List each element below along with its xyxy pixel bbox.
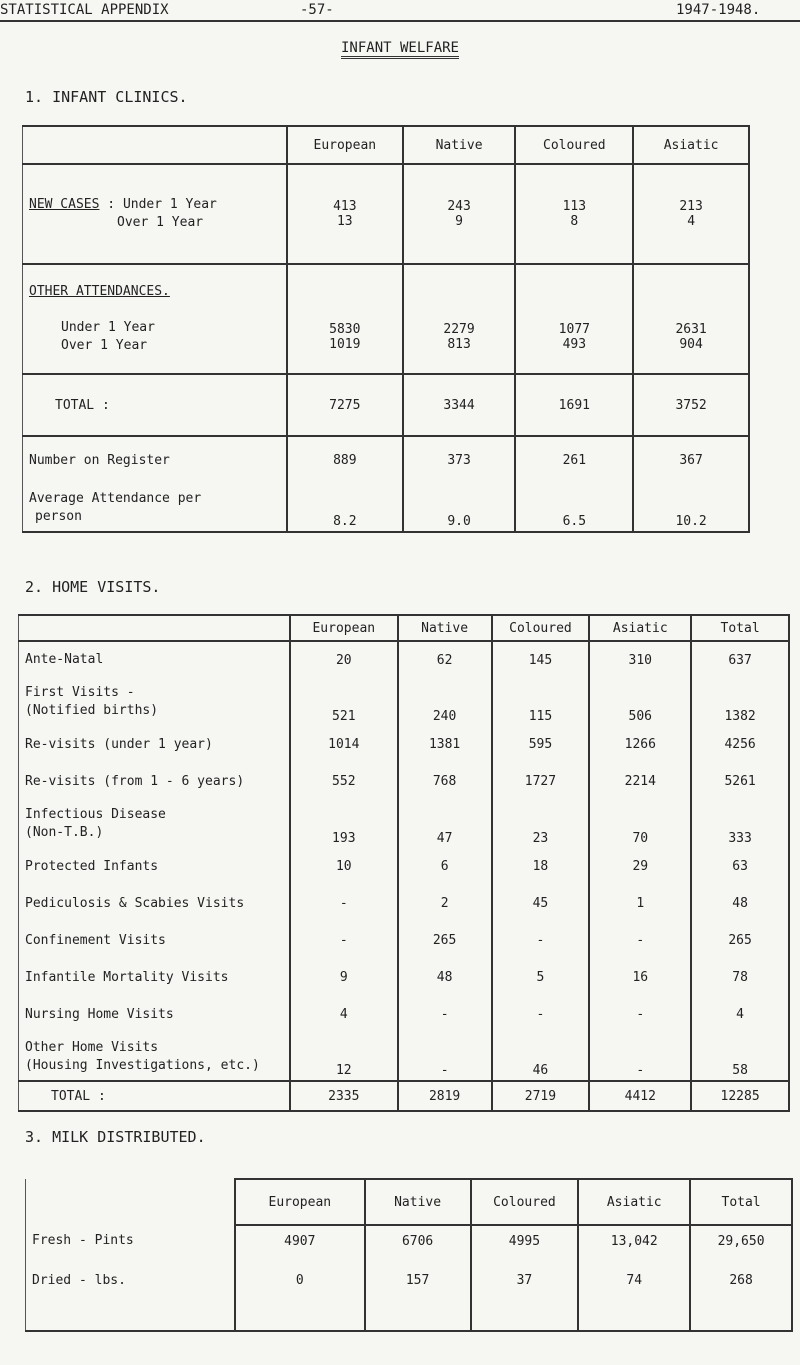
table-cell: 373 xyxy=(403,436,516,484)
table-cell: 1 xyxy=(589,885,691,922)
table-cell: - xyxy=(398,996,492,1033)
table-cell: 1266 xyxy=(589,726,691,763)
table-cell: 62 xyxy=(398,641,492,678)
table-cell: 268 xyxy=(690,1265,792,1331)
table-cell: 6.5 xyxy=(515,484,633,532)
corner-cell xyxy=(26,1179,235,1225)
table-cell: 6706 xyxy=(365,1225,471,1265)
table-cell: - xyxy=(589,1033,691,1081)
table-cell: 1727 xyxy=(492,763,590,800)
table-row xyxy=(26,1225,793,1265)
table-cell: 157 xyxy=(365,1265,471,1331)
table-cell: 506 xyxy=(589,678,691,726)
row-label: Protected Infants xyxy=(19,848,290,885)
table-cell: 2214 xyxy=(589,763,691,800)
table-cell: 413 13 xyxy=(287,164,403,264)
row-label: Fresh - Pints xyxy=(26,1225,235,1265)
table-cell: 265 xyxy=(691,922,789,959)
col-header: Native xyxy=(403,126,516,164)
table-cell: - xyxy=(492,922,590,959)
row-label: Other Home Visits (Housing Investigations, etc.) xyxy=(19,1033,290,1081)
table-cell: 595 xyxy=(492,726,590,763)
table-cell: 5261 xyxy=(691,763,789,800)
col-header: Coloured xyxy=(492,615,590,641)
header-year: 1947-1948. xyxy=(676,2,761,18)
table-cell: - xyxy=(589,996,691,1033)
table-cell: 5830 1019 xyxy=(287,264,403,374)
table-cell: 9 xyxy=(290,959,398,996)
header-left: STATISTICAL APPENDIX xyxy=(0,2,169,18)
table-cell: 9.0 xyxy=(403,484,516,532)
table-cell: 113 8 xyxy=(515,164,633,264)
infant-clinics-table xyxy=(22,125,750,533)
row-label: OTHER ATTENDANCES. Under 1 Year Over 1 Year xyxy=(23,264,287,374)
table-row xyxy=(19,922,790,959)
table-cell: 13,042 xyxy=(578,1225,690,1265)
table-cell: - xyxy=(589,922,691,959)
table-cell: 552 xyxy=(290,763,398,800)
table-cell: 10 xyxy=(290,848,398,885)
table-cell: 8.2 xyxy=(287,484,403,532)
col-header: Native xyxy=(365,1179,471,1225)
table-cell: 3752 xyxy=(633,374,749,436)
row-label: Re-visits (under 1 year) xyxy=(19,726,290,763)
table-cell: 1381 xyxy=(398,726,492,763)
table-row xyxy=(19,641,790,678)
table-cell: 37 xyxy=(471,1265,579,1331)
table-cell: 213 4 xyxy=(633,164,749,264)
table-cell: 12285 xyxy=(691,1081,789,1111)
total-label: TOTAL : xyxy=(23,374,287,436)
row-label: Infantile Mortality Visits xyxy=(19,959,290,996)
col-header: Coloured xyxy=(515,126,633,164)
table-cell: 240 xyxy=(398,678,492,726)
table-cell: 2 xyxy=(398,885,492,922)
row-label: Re-visits (from 1 - 6 years) xyxy=(19,763,290,800)
table-cell: 261 xyxy=(515,436,633,484)
table-cell: 243 9 xyxy=(403,164,516,264)
page-title: INFANT WELFARE xyxy=(0,40,800,56)
table-row xyxy=(19,996,790,1033)
table-cell: 333 xyxy=(691,800,789,848)
table-row xyxy=(19,848,790,885)
table-cell: 145 xyxy=(492,641,590,678)
table-cell: 46 xyxy=(492,1033,590,1081)
section-1-heading: 1. INFANT CLINICS. xyxy=(25,88,188,106)
table-row xyxy=(19,959,790,996)
table-cell: 74 xyxy=(578,1265,690,1331)
col-header: Total xyxy=(690,1179,792,1225)
col-header: European xyxy=(235,1179,365,1225)
table-cell: 2335 xyxy=(290,1081,398,1111)
table-row xyxy=(19,726,790,763)
row-label: Pediculosis & Scabies Visits xyxy=(19,885,290,922)
table-row xyxy=(19,678,790,726)
table-cell: 1014 xyxy=(290,726,398,763)
table-cell: 1077 493 xyxy=(515,264,633,374)
table-cell: 889 xyxy=(287,436,403,484)
table-cell: 47 xyxy=(398,800,492,848)
table-cell: 10.2 xyxy=(633,484,749,532)
col-header: Total xyxy=(691,615,789,641)
table-cell: 7275 xyxy=(287,374,403,436)
row-label: Confinement Visits xyxy=(19,922,290,959)
row-label: Average Attendance per person xyxy=(23,484,287,532)
row-label: Nursing Home Visits xyxy=(19,996,290,1033)
table-cell: 768 xyxy=(398,763,492,800)
table-cell: 193 xyxy=(290,800,398,848)
table-cell: - xyxy=(398,1033,492,1081)
table-cell: 29,650 xyxy=(690,1225,792,1265)
table-cell: 45 xyxy=(492,885,590,922)
table-row xyxy=(19,800,790,848)
table-cell: 23 xyxy=(492,800,590,848)
col-header: Asiatic xyxy=(589,615,691,641)
page-number: -57- xyxy=(300,2,334,18)
table-cell: 0 xyxy=(235,1265,365,1331)
col-header: Coloured xyxy=(471,1179,579,1225)
table-cell: 2279 813 xyxy=(403,264,516,374)
table-cell: - xyxy=(290,922,398,959)
table-cell: 115 xyxy=(492,678,590,726)
table-row xyxy=(19,763,790,800)
row-label: NEW CASES : Under 1 Year Over 1 Year xyxy=(23,164,287,264)
table-cell: 2719 xyxy=(492,1081,590,1111)
row-label: Ante-Natal xyxy=(19,641,290,678)
table-cell: 4907 xyxy=(235,1225,365,1265)
table-cell: 4 xyxy=(290,996,398,1033)
table-cell: 6 xyxy=(398,848,492,885)
table-cell: 3344 xyxy=(403,374,516,436)
row-label: Dried - lbs. xyxy=(26,1265,235,1331)
table-cell: 18 xyxy=(492,848,590,885)
table-cell: 5 xyxy=(492,959,590,996)
col-header: European xyxy=(290,615,398,641)
section-3-heading: 3. MILK DISTRIBUTED. xyxy=(25,1128,206,1146)
corner-cell xyxy=(23,126,287,164)
table-row xyxy=(19,885,790,922)
table-cell: 4412 xyxy=(589,1081,691,1111)
row-label: Infectious Disease (Non-T.B.) xyxy=(19,800,290,848)
col-header: European xyxy=(287,126,403,164)
table-cell: 265 xyxy=(398,922,492,959)
table-cell: 63 xyxy=(691,848,789,885)
section-2-heading: 2. HOME VISITS. xyxy=(25,578,161,596)
home-visits-table xyxy=(18,614,790,1112)
table-cell: 12 xyxy=(290,1033,398,1081)
table-cell: 48 xyxy=(691,885,789,922)
table-cell: 4995 xyxy=(471,1225,579,1265)
table-cell: 29 xyxy=(589,848,691,885)
table-cell: 310 xyxy=(589,641,691,678)
table-cell: 20 xyxy=(290,641,398,678)
table-cell: 521 xyxy=(290,678,398,726)
corner-cell xyxy=(19,615,290,641)
table-cell: 2631 904 xyxy=(633,264,749,374)
table-cell: 1382 xyxy=(691,678,789,726)
table-row xyxy=(26,1265,793,1331)
table-cell: 2819 xyxy=(398,1081,492,1111)
table-cell: 4256 xyxy=(691,726,789,763)
milk-distributed-table xyxy=(25,1178,793,1332)
table-cell: 78 xyxy=(691,959,789,996)
total-label: TOTAL : xyxy=(19,1081,290,1111)
table-cell: - xyxy=(290,885,398,922)
table-cell: 48 xyxy=(398,959,492,996)
table-cell: 70 xyxy=(589,800,691,848)
col-header: Native xyxy=(398,615,492,641)
table-cell: 4 xyxy=(691,996,789,1033)
table-row xyxy=(19,1033,790,1081)
col-header: Asiatic xyxy=(578,1179,690,1225)
page-header xyxy=(0,0,800,22)
row-label: First Visits - (Notified births) xyxy=(19,678,290,726)
table-cell: 1691 xyxy=(515,374,633,436)
table-cell: - xyxy=(492,996,590,1033)
col-header: Asiatic xyxy=(633,126,749,164)
table-cell: 637 xyxy=(691,641,789,678)
table-cell: 58 xyxy=(691,1033,789,1081)
table-cell: 16 xyxy=(589,959,691,996)
row-label: Number on Register xyxy=(23,436,287,484)
table-cell: 367 xyxy=(633,436,749,484)
